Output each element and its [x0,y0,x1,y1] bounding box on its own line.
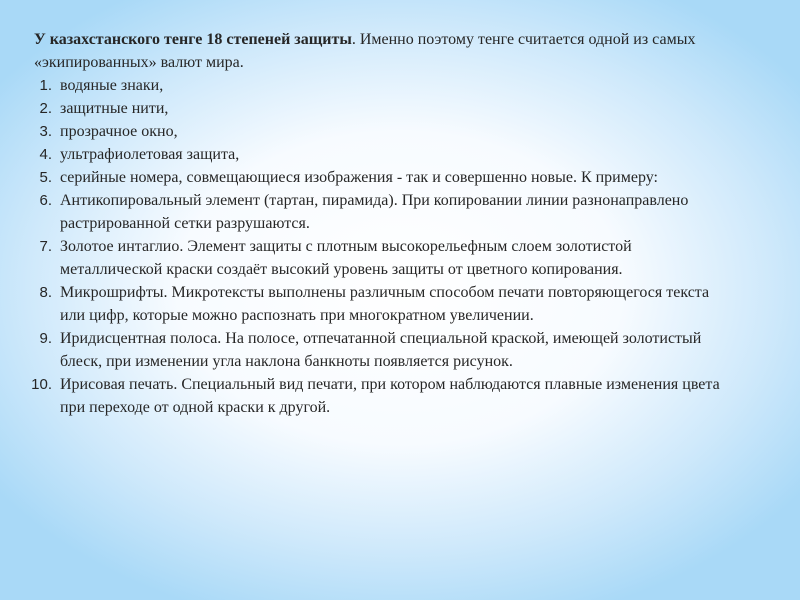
list-item-text: Антикопировальный элемент (тартан, пирамида). При копировании линии разнонаправлено растрированной сетки разрушаются. [60,192,689,232]
list-item-text: Иридисцентная полоса. На полосе, отпечатанной специальной краской, имеющей золотистый блеск, при изменении угла наклона банкноты появляется рисунок. [60,330,702,370]
list-number: 9. [39,330,52,347]
list-number: 2. [39,100,52,117]
list-item-text: ультрафиолетовая защита, [60,146,240,163]
intro-bold-text: У казахстанского тенге 18 степеней защиты [34,31,352,48]
list-number: 6. [39,192,52,209]
list-item [24,74,736,97]
list-item [24,166,736,189]
list-number: 5. [39,169,52,186]
intro-paragraph [24,28,736,74]
list-number: 7. [39,238,52,255]
list-item [24,120,736,143]
list-item-text: защитные нити, [60,100,169,117]
list-item [24,373,736,419]
list-number: 8. [39,284,52,301]
list-item-text: Золотое интаглио. Элемент защиты с плотным высокорельефным слоем золотистой металлической краски создаёт высокий уровень защиты от цветного копирования. [60,238,632,278]
list-number: 10. [31,376,52,393]
list-number: 3. [39,123,52,140]
list-number: 1. [39,77,52,94]
list-item [24,189,736,235]
list-item [24,235,736,281]
protection-list [24,74,736,419]
list-item [24,97,736,120]
list-item-text: водяные знаки, [60,77,164,94]
list-item-text: Микрошрифты. Микротексты выполнены различным способом печати повторяющегося текста или цифр, которые можно распознать при многократном увеличении. [60,284,710,324]
slide-content [24,28,736,419]
list-item [24,327,736,373]
list-item-text: Ирисовая печать. Специальный вид печати, при котором наблюдаются плавные изменения цвета при переходе от одной краски к другой. [60,376,720,416]
list-item-text: прозрачное окно, [60,123,178,140]
list-number: 4. [39,146,52,163]
list-item [24,143,736,166]
intro-text: . Именно поэтому тенге считается одной из самых «экипированных» валют мира. [34,31,696,71]
list-item-text: серийные номера, совмещающиеся изображения - так и совершенно новые. К примеру: [60,169,658,186]
list-item [24,281,736,327]
